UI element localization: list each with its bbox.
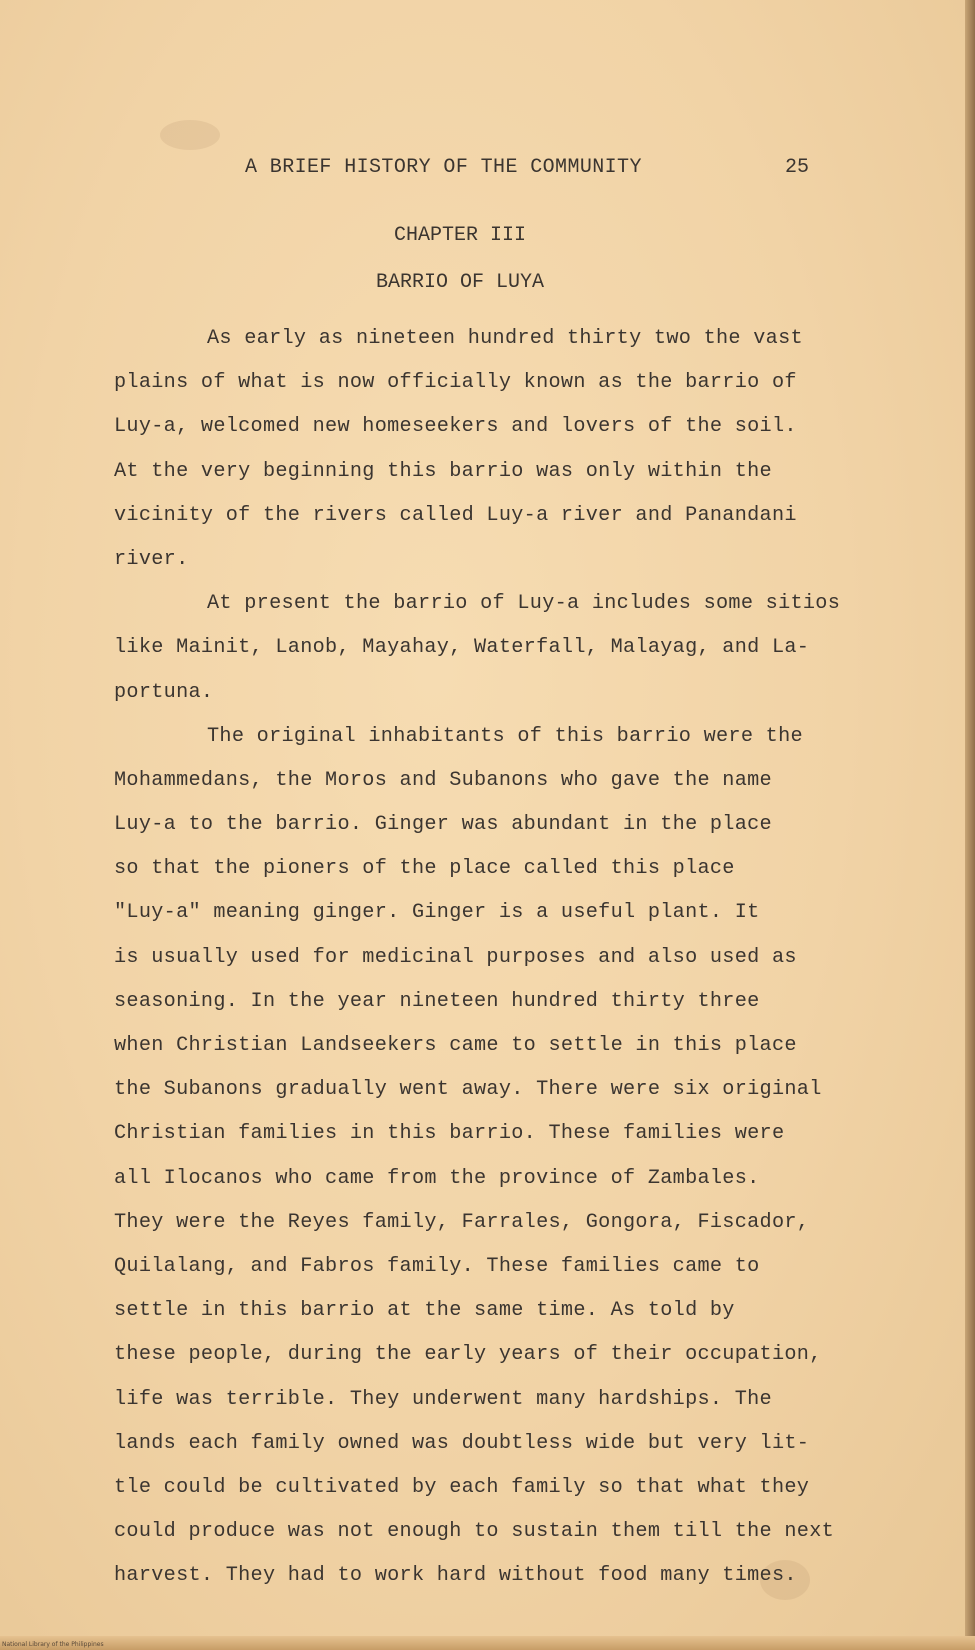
body-text: [114, 328, 884, 1609]
text-line: harvest. They had to work hard without food many times.: [114, 1564, 797, 1588]
text-line: the Subanons gradually went away. There were six original: [114, 1078, 822, 1102]
text-line: river.: [114, 547, 189, 571]
text-line: seasoning. In the year nineteen hundred thirty three: [114, 989, 760, 1013]
text-line: lands each family owned was doubtless wide but very lit-: [114, 1431, 810, 1455]
text-line: At the very beginning this barrio was only within the: [114, 459, 772, 483]
text-line: tle could be cultivated by each family so that what they: [114, 1475, 810, 1499]
text-line: so that the pioners of the place called this place: [114, 857, 735, 881]
running-header: A BRIEF HISTORY OF THE COMMUNITY: [245, 156, 642, 179]
text-line: Luy-a to the barrio. Ginger was abundant in the place: [114, 813, 772, 837]
text-line: Luy-a, welcomed new homeseekers and lovers of the soil.: [114, 415, 797, 439]
scan-footer-text: National Library of the Philippines: [2, 1641, 104, 1648]
text-line: when Christian Landseekers came to settle in this place: [114, 1034, 797, 1057]
text-line: these people, during the early years of their occupation,: [114, 1343, 822, 1367]
section-title: BARRIO OF LUYA: [375, 271, 545, 294]
text-line: plains of what is now officially known as the barrio of: [114, 371, 797, 395]
text-line: like Mainit, Lanob, Mayahay, Waterfall, Malayag, and La-: [114, 636, 810, 660]
scan-footer-strip: [0, 1636, 975, 1650]
text-line: Quilalang, and Fabros family. These families came to: [114, 1254, 760, 1278]
page-number: 25: [785, 156, 810, 179]
page-edge-shadow: [965, 0, 975, 1650]
text-line: As early as nineteen hundred thirty two the vast: [207, 327, 803, 350]
text-line: At present the barrio of Luy-a includes some sitios: [207, 592, 841, 616]
text-line: "Luy-a" meaning ginger. Ginger is a useful plant. It: [114, 901, 760, 925]
chapter-heading: CHAPTER III: [393, 224, 527, 247]
text-line: portuna.: [114, 680, 214, 704]
text-line: Mohammedans, the Moros and Subanons who gave the name: [114, 768, 772, 792]
text-line: is usually used for medicinal purposes and also used as: [114, 945, 797, 969]
text-line: life was terrible. They underwent many hardships. The: [114, 1387, 772, 1411]
text-line: vicinity of the rivers called Luy-a river and Panandani: [114, 503, 797, 527]
text-line: could produce was not enough to sustain them till the next: [114, 1520, 835, 1544]
text-line: They were the Reyes family, Farrales, Gongora, Fiscador,: [114, 1210, 810, 1234]
text-line: The original inhabitants of this barrio were the: [207, 724, 803, 748]
text-line: all Ilocanos who came from the province of Zambales.: [114, 1166, 760, 1190]
paper-stain: [160, 120, 220, 150]
text-line: Christian families in this barrio. These families were: [114, 1122, 785, 1146]
text-line: settle in this barrio at the same time. As told by: [114, 1299, 735, 1323]
